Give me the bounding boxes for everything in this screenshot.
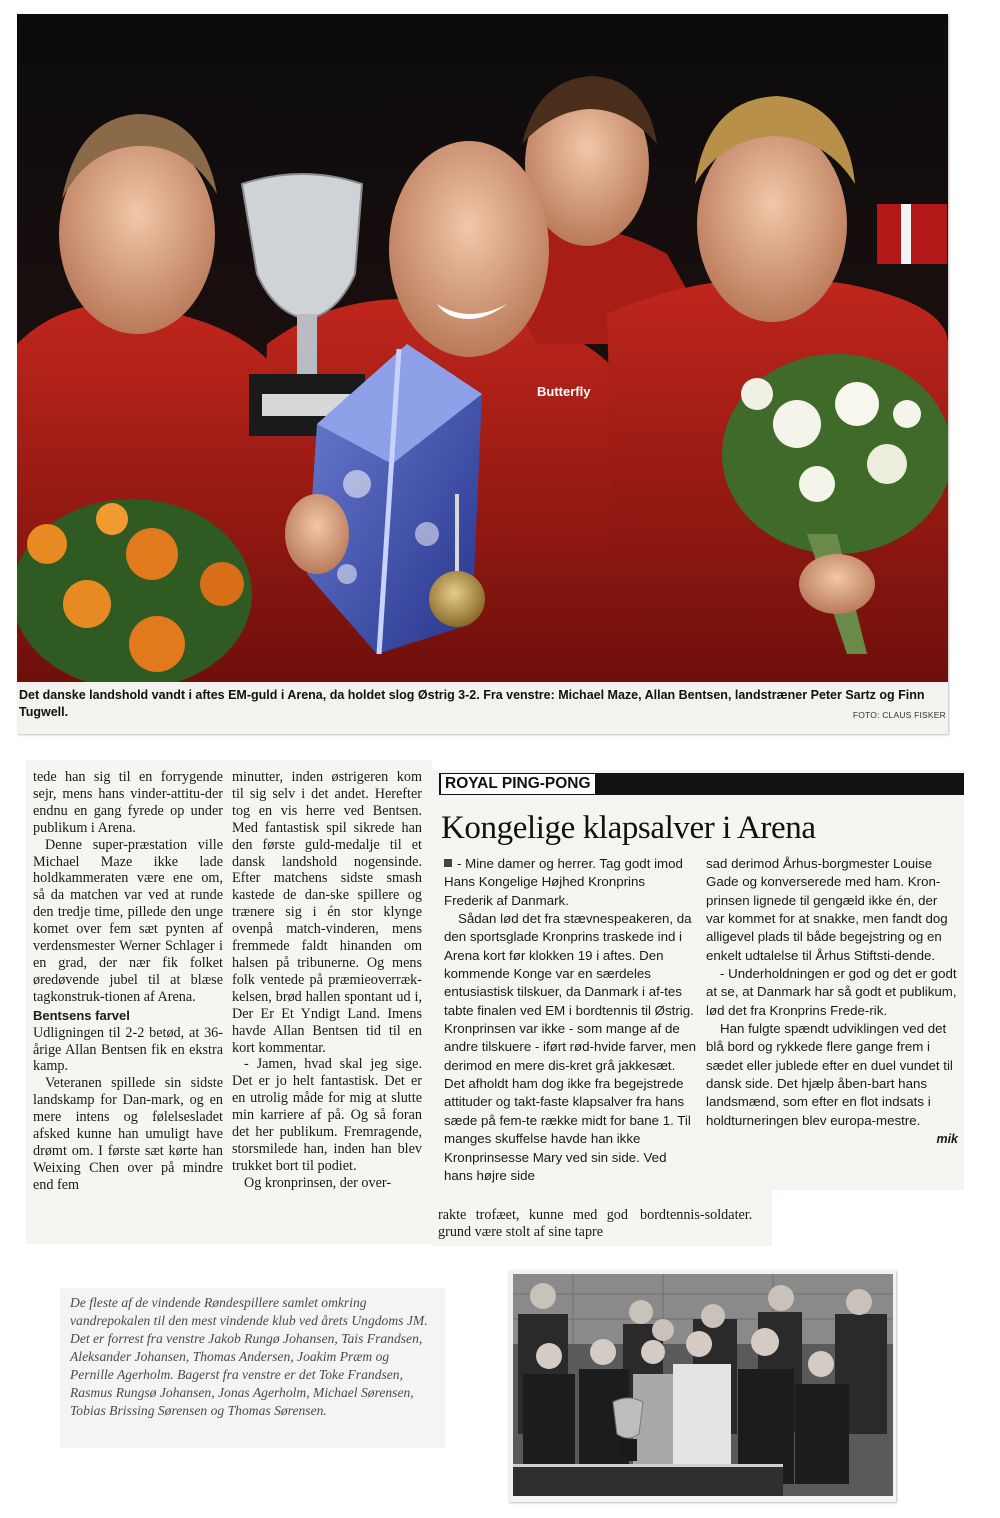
sidebar-column-2 [706, 855, 958, 1149]
paragraph: Sådan lød det fra stævnespeakeren, da den sportsglade Kronprins traskede ind i Arena kort før klokken 19 i aftes. Den kommende Konge var en særdeles entusiastisk tilskuer, da Danmark i af-tes tabte finalen ved EM i bordtennis til Østrig. Kronprinsen var ikke - som mange af de andre tilskuere - iført rød-hvide farver, men derimod en mere dis-kret grå jakkesæt. Det afholdt ham dog ikke fra begejstrede attituder og takt-faste klapsalver fra hans sæde på fem-te række midt for bane 1. Til manges skuffelse havde han ikke Kronprinsesse Mary ved sin side. Ved hans højre side [444, 911, 696, 1183]
photo-clipping [17, 14, 948, 734]
youth-team-photo [513, 1274, 893, 1496]
kicker-label: ROYAL PING-PONG [441, 774, 595, 794]
paragraph: - Jamen, hvad skal jeg sige. Det er jo helt fantastisk. Det er en utrolig måde for mig at slutte min karriere af på. Og så foran det her publikum. Fremragende, storsmilede han, inden han blev trukket bort til podiet. [232, 1056, 422, 1174]
continuation-text: bordtennis-soldater. [640, 1207, 753, 1223]
paragraph: Og kronprinsen, der over- [244, 1174, 392, 1191]
photo-credit: FOTO: CLAUS FISKER [852, 710, 946, 720]
sidebar-headline: Kongelige klapsalver i Arena [441, 810, 816, 846]
paragraph: Han fulgte spændt udviklingen ved det blå bord og rykkede flere gange frem i sædet eller jublede efter en duel vundet til dansk side. Det hjælp åben-bart hans landsmænd, som efter en flot indsats i holdturneringen blev europa-mestre. [706, 1021, 953, 1128]
subheading: Bentsens farvel [33, 1007, 130, 1023]
paragraph: minutter, inden østrigeren kom til sig selv i det andet. Herefter tog en vis herre ved Bentsen. Med fantastisk spil sikrede han den første guld-medalje til et dansk landshold nogensinde. Efter matchens sidste smash kastede de dan-ske spillere og trænere sig i én stor klynge ovenpå match-vinderen, mens fremmede faldt hinanden om halsen på tribunerne. Og mens folk ventede på præmieoverræk-kelsen, brød hallen spontant ud i, Der Er Et Yndigt Land. Imens havde Allan Bentsen tid til en kort kommentar. [232, 769, 422, 1056]
paragraph: - Mine damer og herrer. Tag godt imod Hans Kongelige Højhed Kronprins Frederik af Danmark. [444, 856, 683, 908]
shirt-logo: Butterfly [537, 384, 591, 399]
continuation-text: rakte trofæet, kunne med god grund være stolt af sine tapre [438, 1207, 628, 1240]
team-celebration-photo [17, 14, 948, 682]
paragraph: - Underholdningen er god og det er godt at se, at Danmark har så godt et publikum, lød det fra Kronprins Frede-rik. [706, 966, 957, 1018]
paragraph: Udligningen til 2-2 betød, at 36-årige Allan Bentsen fik en ekstra kamp. [33, 1024, 223, 1075]
paragraph: Denne super-præstation ville Michael Maze ikke lade holdkammeraten være ene om, så da matchen var ved at runde den tredje time, pillede den unge komet over fem sæt pynten af verdensmester Werner Schlager i en grad, der nær fik folket øredøvende jubel til at blæse tagkonstruk-tionen af Arena. [33, 836, 223, 1005]
article-column-2 [232, 769, 422, 1192]
author-signature: mik [936, 1132, 958, 1147]
photo-caption: Det danske landshold vandt i aftes EM-guld i Arena, da holdet slog Østrig 3-2. Fra venstre: Michael Maze, Allan Bentsen, landstræner Peter Sartz og Finn Tugwell. [19, 688, 925, 719]
article-column-1 [33, 769, 223, 1194]
sidebar-column-1 [444, 855, 696, 1185]
paragraph: sad derimod Århus-borgmester Louise Gade og konverserede med ham. Kron-prinsen lignede til gengæld ikke én, der var kommet for at snakke, men fandt dog alligevel plads til både begejstring og en enkelt udtalelse til Århus Stiftsti-dende. [706, 856, 948, 963]
square-bullet-icon [444, 859, 452, 867]
paragraph: Veteranen spillede sin sidste landskamp for Dan-mark, og en mere intens og følelsesladet afsked kunne han umuligt have drømt om. I første sæt kørte han Weixing Chen over på mindre end fem [33, 1075, 223, 1193]
paragraph: tede han sig til en forrygende sejr, mens hans vinder-attitu-der endnu en gang fyrede op under publikum i Arena. [33, 769, 223, 836]
youth-caption: De fleste af de vindende Røndespillere samlet omkring vandrepokalen til den mest vindende klub ved årets Ungdoms JM. Det er forrest fra venstre Jakob Rungø Johansen, Tais Frandsen, Aleksander Johansen, Thomas Andersen, Joakim Præm og Pernille Agerholm. Bagerst fra venstre er det Toke Frandsen, Rasmus Rungsø Johansen, Jonas Agerholm, Michael Sørensen, Tobias Brissing Sørensen og Thomas Sørensen. [70, 1295, 428, 1418]
